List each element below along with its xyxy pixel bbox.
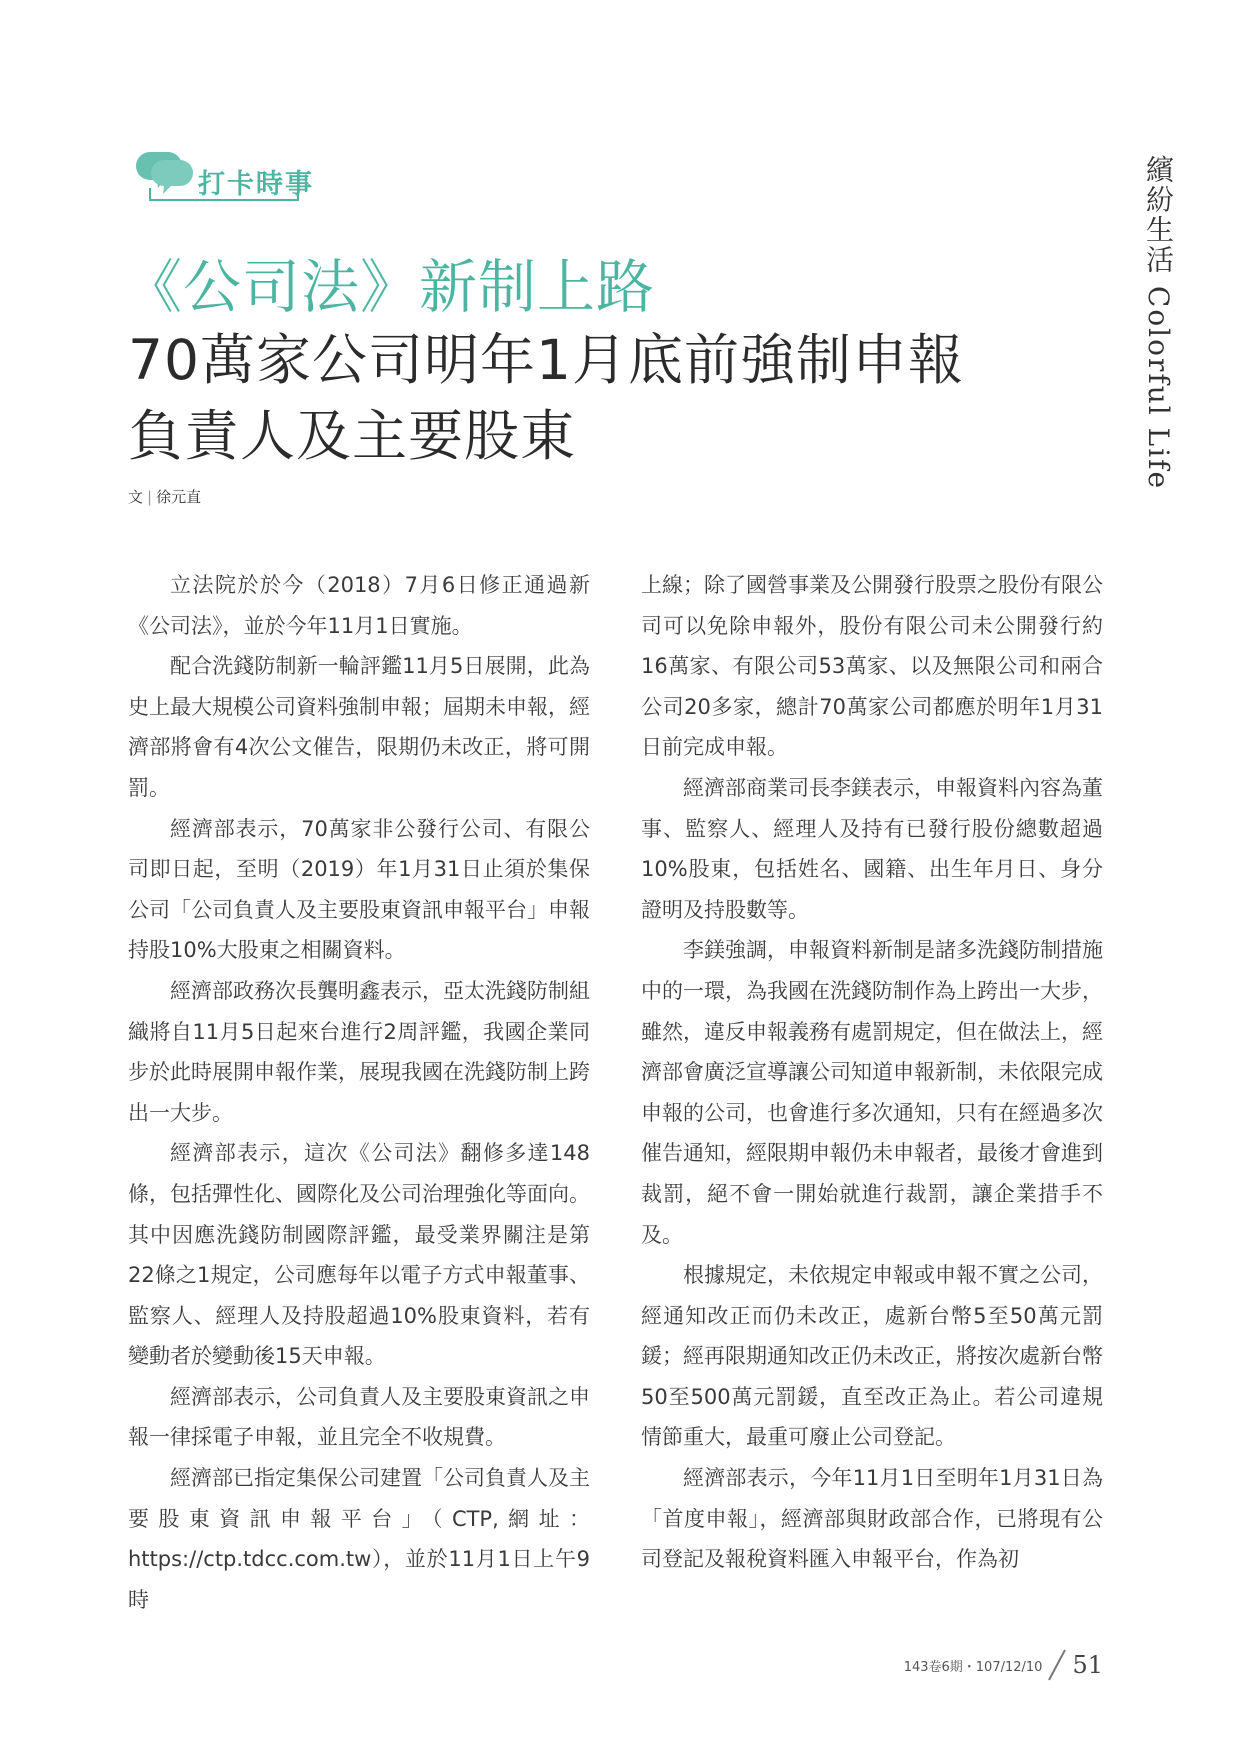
paragraph: 經濟部商業司長李鎂表示，申報資料內容為董事、監察人、經理人及持有已發行股份總數超過10%股東，包括姓名、國籍、出生年月日、身分證明及持股數等。 (641, 775, 1103, 922)
paragraph: 經濟部表示，這次《公司法》翻修多達148條，包括彈性化、國際化及公司治理強化等面向。其中因應洗錢防制國際評鑑，最受業界關注是第22條之1規定，公司應每年以電子方式申報董事、監察人、經理人及持股超過10%股東資料，若有變動者於變動後15天申報。 (128, 1141, 590, 1369)
paragraph-continued: 上線；除了國營事業及公開發行股票之股份有限公司可以免除申報外，股份有限公司未公開發行約16萬家、有限公司53萬家、以及無限公司和兩合公司20多家，總計70萬家公司都應於明年1月31日前完成申報。 (641, 573, 1103, 760)
article-title-line2: 70萬家公司明年1月底前強制申報 (128, 328, 964, 392)
article-title-line3: 負責人及主要股東 (128, 404, 577, 468)
article-title (128, 322, 964, 474)
side-section-title: 繽紛生活 Colorful Life (1142, 155, 1175, 491)
paragraph: 李鎂強調，申報資料新制是諸多洗錢防制措施中的一環，為我國在洗錢防制作為上跨出一大步，雖然，違反申報義務有處罰規定，但在做法上，經濟部會廣泛宣導讓公司知道申報新制，未依限完成申報的公司，也會進行多次通知，只有在經過多次催告通知，經限期申報仍未申報者，最後才會進到裁罰，絕不會一開始就進行裁罰，讓企業措手不及。 (641, 938, 1103, 1247)
byline-label: 文 (128, 488, 144, 506)
paragraph: 根據規定，未依規定申報或申報不實之公司，經通知改正而仍未改正，處新台幣5至50萬元罰鍰；經再限期通知改正仍未改正，將按次處新台幣50至500萬元罰鍰，直至改正為止。若公司違規情節重大，最重可廢止公司登記。 (641, 1263, 1103, 1450)
section-badge (128, 148, 338, 206)
page-number: 51 (1072, 1651, 1103, 1679)
page-footer (904, 1648, 1103, 1682)
article-title-line1: 《公司法》新制上路 (124, 253, 656, 321)
paragraph: 經濟部表示，70萬家非公發行公司、有限公司即日起，至明（2019）年1月31日止須於集保公司「公司負責人及主要股東資訊申報平台」申報持股10%大股東之相關資料。 (128, 816, 590, 963)
paragraph: 配合洗錢防制新一輪評鑑11月5日展開，此為史上最大規模公司資料強制申報；屆期未申報，經濟部將會有4次公文催告，限期仍未改正，將可開罰。 (128, 654, 590, 800)
paragraph: 經濟部政務次長龔明鑫表示，亞太洗錢防制組織將自11月5日起來台進行2周評鑑，我國企業同步於此時展開申報作業，展現我國在洗錢防制上跨出一大步。 (128, 978, 590, 1125)
footer-divider (1049, 1650, 1067, 1681)
paragraph: 立法院於於今（2018）7月6日修正通過新《公司法》，並於今年11月1日實施。 (128, 573, 590, 638)
section-badge-label: 打卡時事 (198, 169, 314, 200)
byline-author: 徐元直 (156, 488, 202, 506)
paragraph: 經濟部已指定集保公司建置「公司負責人及主要股東資訊申報平台」（CTP,網址：https://ctp.tdcc.com.tw），並於11月1日上午9時 (128, 1466, 590, 1612)
left-column (128, 565, 590, 1620)
paragraph: 經濟部表示，今年11月1日至明年1月31日為「首度申報」，經濟部與財政部合作，已將現有公司登記及報稅資料匯入申報平台，作為初 (641, 1466, 1103, 1572)
byline-separator: | (147, 488, 153, 506)
issue-info: 143卷6期・107/12/10 (903, 1659, 1043, 1675)
right-column (641, 565, 1103, 1580)
paragraph: 經濟部表示，公司負責人及主要股東資訊之申報一律採電子申報，並且完全不收規費。 (128, 1384, 590, 1450)
byline (128, 486, 201, 507)
